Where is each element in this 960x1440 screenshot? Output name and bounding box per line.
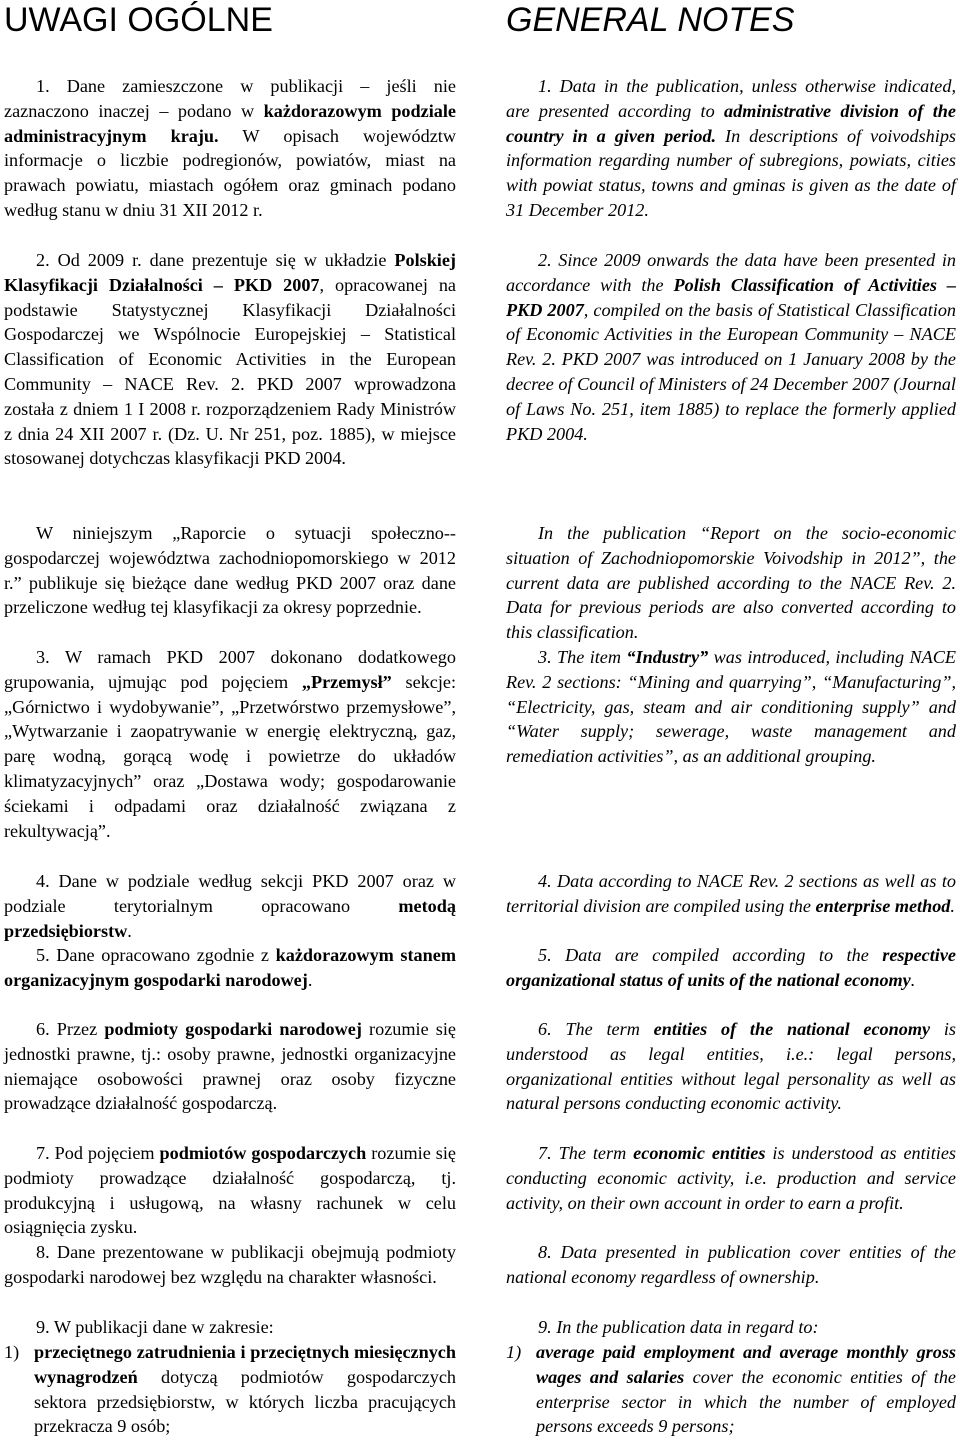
- note-8-pl: 8. Dane prezentowane w publikacji obejmują podmioty gospodarki narodowej bez względu na charakter własności.: [4, 1242, 456, 1287]
- note-6-pl: 6. Przez podmioty gospodarki narodowej rozumie się jednostki prawne, tj.: osoby prawne, jednostki organizacyjne niemające osobowości prawnej oraz osoby fizyczne prowadzące działalność gospodarczą.: [4, 1019, 457, 1114]
- note-7-pl: 7. Pod pojęciem podmiotów gospodarczych rozumie się podmioty prowadzące działalność gospodarczą, tj. produkcyjną i usługową, na własny rachunek w celu osiągnięcia zysku.: [4, 1143, 456, 1238]
- note-2-pl: 2. Od 2009 r. dane prezentuje się w układzie Polskiej Klasyfikacji Działalności – PKD 2007, opracowanej na podstawie Statystycznej Klasyfikacji Działalności Gospodarczej we Wspólnocie Europejskiej – Statistical Classification of Economic Activities in the European Community – NACE Rev. 2. PKD 2007 wprowadzona została z dniem 1 I 2008 r. rozporządzeniem Rady Ministrów z dnia 24 XII 2007 r. (Dz. U. Nr 251, poz. 1885), w miejsce stosowanej dotychczas klasyfikacji PKD 2004.: [4, 250, 456, 469]
- note-9-en: 9. In the publication data in regard to:: [538, 1317, 819, 1337]
- page-title-pl: UWAGI OGÓLNE: [4, 1, 273, 39]
- note-9-pl: 9. W publikacji dane w zakresie:: [36, 1317, 274, 1337]
- note-5-en: 5. Data are compiled according to the respective organizational status of units of the national economy.: [506, 945, 956, 990]
- note-2-en: 2. Since 2009 onwards the data have been presented in accordance with the Polish Classification of Activities – PKD 2007, compiled on the basis of Statistical Classification of Economic Activities in the European Community – NACE Rev. 2. PKD 2007 was introduced on 1 January 2008 by the decree of Council of Ministers of 24 December 2007 (Journal of Laws No. 251, item 1885) to replace the formerly applied PKD 2004.: [506, 250, 957, 444]
- note-1-en: 1. Data in the publication, unless otherwise indicated, are presented according to administrative division of the country in a given period. In descriptions of voivodships information regarding number of subregions, powiats, cities with powiat status, towns and gminas is given as the date of 31 December 2012.: [506, 76, 956, 220]
- note-4-en: 4. Data according to NACE Rev. 2 sections as well as to territorial division are compiled using the enterprise method.: [506, 871, 956, 916]
- note-9-item-1-en: 1) average paid employment and average monthly gross wages and salaries cover the economic entities of the enterprise sector in which the number of employed persons exceeds 9 persons;: [506, 1342, 956, 1437]
- page-title-en: GENERAL NOTES: [506, 1, 795, 39]
- note-6-en: 6. The term entities of the national economy is understood as legal entities, i.e.: legal persons, organizational entities without legal personality as well as natural persons conducting economic activity.: [506, 1019, 956, 1114]
- note-5-pl: 5. Dane opracowano zgodnie z każdorazowym stanem organizacyjnym gospodarki narodowej.: [4, 945, 456, 990]
- note-2-paragraph-en: In the publication “Report on the socio-economic situation of Zachodniopomorskie Voivodship in 2012”, the current data are published according to the NACE Rev. 2. Data for previous periods are also converted according to this classification.: [506, 523, 956, 643]
- note-3-pl: 3. W ramach PKD 2007 dokonano dodatkowego grupowania, ujmując pod pojęciem „Przemysł” sekcje: „Górnictwo i wydobywanie”, „Przetwórstwo przemysłowe”, „Wytwarzanie i zaopatrywanie w energię elektryczną, gaz, parę wodną, gorącą wodę i powietrze do układów klimatyzacyjnych” oraz „Dostawa wody; gospodarowanie ściekami i odpadami oraz działalność związana z rekultywacją”.: [4, 647, 456, 841]
- note-4-pl: 4. Dane w podziale według sekcji PKD 2007 oraz w podziale terytorialnym opracowano metodą przedsiębiorstw.: [4, 871, 456, 941]
- note-7-en: 7. The term economic entities is understood as entities conducting economic activity, i.e. production and service activity, on their own account in order to earn a profit.: [506, 1143, 956, 1213]
- note-9-item-1-pl: 1) przeciętnego zatrudnienia i przeciętnych miesięcznych wynagrodzeń dotyczą podmiotów gospodarczych sektora przedsiębiorstw, w których liczba pracujących przekracza 9 osób;: [4, 1342, 456, 1437]
- note-3-en: 3. The item “Industry” was introduced, including NACE Rev. 2 sections: “Mining and quarrying”, “Manufacturing”, “Electricity, gas, steam and air conditioning supply” and “Water supply; sewerage, waste management and remediation activities”, as an additional grouping.: [506, 647, 956, 767]
- note-2-paragraph-pl: W niniejszym „Raporcie o sytuacji społeczno--gospodarczej województwa zachodniopomorskiego w 2012 r.” publikuje się bieżące dane według PKD 2007 oraz dane przeliczone według tej klasyfikacji za okresy poprzednie.: [4, 523, 456, 618]
- note-1-pl: 1. Dane zamieszczone w publikacji – jeśli nie zaznaczono inaczej – podano w każdorazowym podziale administracyjnym kraju. W opisach województw informacje o liczbie podregionów, powiatów, miast na prawach powiatu, miastach ogółem oraz gminach podano według stanu w dniu 31 XII 2012 r.: [4, 76, 456, 220]
- note-8-en: 8. Data presented in publication cover entities of the national economy regardless of ownership.: [506, 1242, 956, 1287]
